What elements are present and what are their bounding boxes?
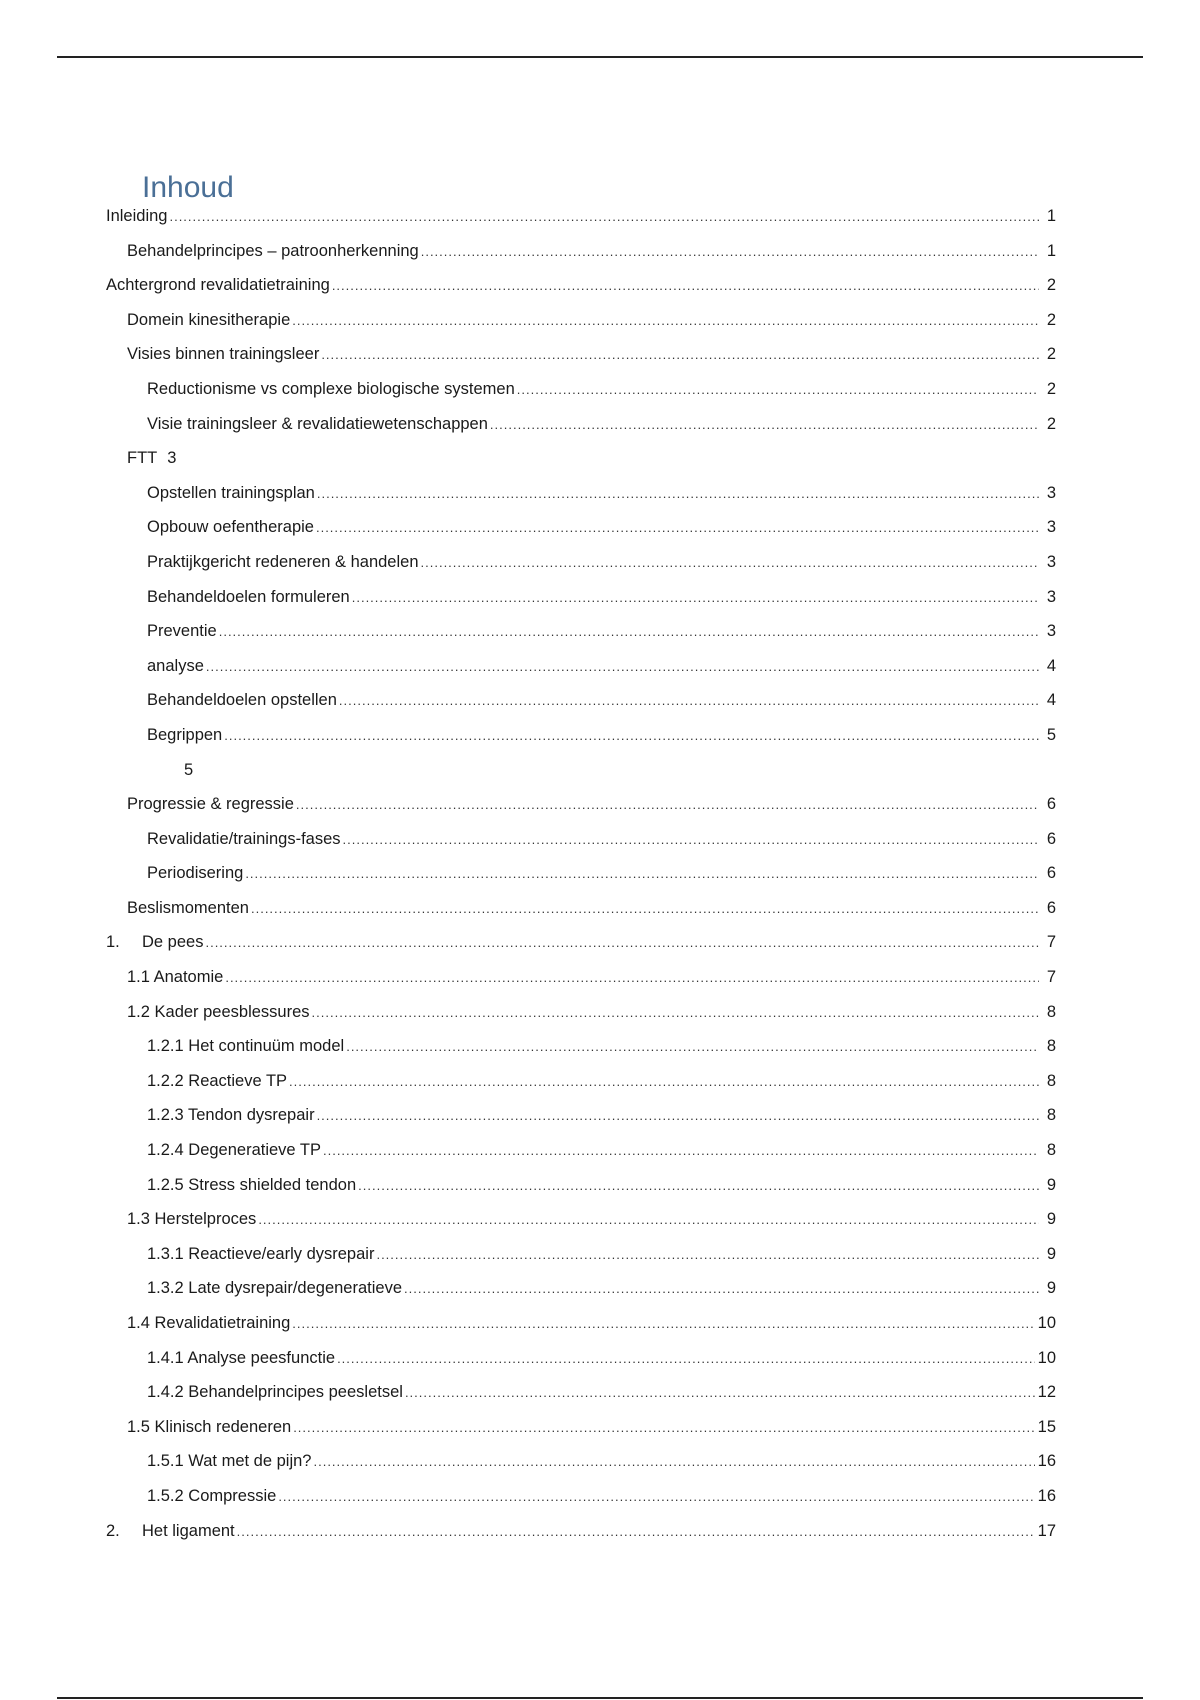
- toc-entry[interactable]: [106, 380, 1056, 415]
- toc-page-number: 4: [1046, 691, 1056, 710]
- toc-entry-title: Reductionisme vs complexe biologische systemen: [147, 379, 515, 398]
- toc-page-number: 3: [1046, 587, 1056, 606]
- toc-page-number: 5: [184, 760, 194, 779]
- dot-leader: [358, 1178, 1039, 1193]
- toc-entry[interactable]: [106, 1245, 1056, 1280]
- dot-leader: [404, 1281, 1039, 1296]
- dot-leader: [421, 244, 1039, 259]
- toc-entry-title: 1.5.1 Wat met de pijn?: [147, 1452, 312, 1471]
- toc-entry-title: 1.4.1 Analyse peesfunctie: [147, 1348, 336, 1367]
- toc-entry[interactable]: [106, 345, 1056, 380]
- toc-entry-title: 1.2.2 Reactieve TP: [147, 1071, 288, 1090]
- toc-entry-title: FTT: [127, 449, 158, 468]
- toc-page-number: 3: [1046, 518, 1056, 537]
- toc-entry[interactable]: [106, 484, 1056, 519]
- toc-chapter-number: 2.: [106, 1521, 120, 1540]
- dot-leader: [352, 590, 1039, 605]
- toc-entry[interactable]: [106, 1314, 1056, 1349]
- toc-entry[interactable]: [106, 968, 1056, 1003]
- toc-entry[interactable]: [106, 276, 1056, 311]
- toc-page-number: 15: [1037, 1417, 1056, 1436]
- toc-entry[interactable]: [106, 899, 1056, 934]
- toc-entry[interactable]: [106, 1003, 1056, 1038]
- dot-leader: [289, 1074, 1039, 1089]
- dot-leader: [169, 209, 1039, 224]
- toc-entry[interactable]: [106, 449, 1056, 484]
- dot-leader: [376, 1247, 1039, 1262]
- toc-entry-title: 1.5 Klinisch redeneren: [127, 1417, 292, 1436]
- toc-entry-title: 1.3.1 Reactieve/early dysrepair: [147, 1244, 375, 1263]
- dot-leader: [337, 1351, 1035, 1366]
- dot-leader: [343, 832, 1039, 847]
- dot-leader: [332, 278, 1039, 293]
- toc-entry-title: Beslismomenten: [127, 898, 249, 917]
- toc-entry[interactable]: [106, 1141, 1056, 1176]
- toc-entry[interactable]: [106, 1176, 1056, 1211]
- toc-entry[interactable]: [106, 311, 1056, 346]
- toc-page-number: 9: [1046, 1279, 1056, 1298]
- toc-entry-title: Periodisering: [147, 864, 244, 883]
- toc-page-number: 8: [1046, 1037, 1056, 1056]
- dot-leader: [206, 659, 1039, 674]
- toc-entry-title: Progressie & regressie: [127, 795, 294, 814]
- dot-leader: [517, 382, 1039, 397]
- dot-leader: [251, 901, 1039, 916]
- toc-page-number: 6: [1046, 898, 1056, 917]
- dot-leader: [278, 1489, 1034, 1504]
- toc-page-number: 3: [1046, 483, 1056, 502]
- toc-page-number: 6: [1046, 795, 1056, 814]
- toc-page-number: 9: [1046, 1175, 1056, 1194]
- dot-leader: [219, 624, 1039, 639]
- toc-entry[interactable]: [106, 1210, 1056, 1245]
- toc-entry[interactable]: [106, 1383, 1056, 1418]
- toc-page-number: 16: [1037, 1486, 1056, 1505]
- dot-leader: [293, 1420, 1034, 1435]
- toc-page-number: 10: [1037, 1314, 1056, 1332]
- dot-leader: [316, 520, 1039, 535]
- dot-leader: [296, 797, 1039, 812]
- toc-entry-title: Het ligament: [142, 1521, 235, 1540]
- dot-leader: [321, 347, 1039, 362]
- toc-entry-title: Inleiding: [106, 207, 168, 225]
- toc-entry[interactable]: [106, 1072, 1056, 1107]
- toc-entry[interactable]: [106, 1418, 1056, 1453]
- toc-entry[interactable]: [106, 207, 1056, 242]
- toc-page-number: 2: [1046, 276, 1056, 295]
- toc-entry-title: analyse: [147, 656, 204, 675]
- toc-page-number: 2: [1046, 379, 1056, 398]
- toc-page-number: 8: [1046, 1071, 1056, 1090]
- toc-entry[interactable]: [106, 830, 1056, 865]
- toc-entry-title: Begrippen: [147, 725, 223, 744]
- toc-entry[interactable]: [106, 1487, 1056, 1522]
- header-rule: [57, 56, 1143, 58]
- dot-leader: [317, 486, 1039, 501]
- toc-entry-title: Behandeldoelen formuleren: [147, 587, 350, 606]
- dot-leader: [421, 555, 1039, 570]
- toc-entry-title: 1.2 Kader peesblessures: [127, 1002, 310, 1021]
- toc-page-number: 16: [1037, 1452, 1056, 1471]
- toc-entry[interactable]: [106, 415, 1056, 450]
- toc-entry[interactable]: [106, 933, 1056, 968]
- dot-leader: [245, 866, 1039, 881]
- toc-entry-title: Praktijkgericht redeneren & handelen: [147, 552, 419, 571]
- toc-entry[interactable]: [106, 795, 1056, 830]
- toc-entry[interactable]: [106, 1522, 1056, 1557]
- toc-entry-title: 1.1 Anatomie: [127, 968, 224, 987]
- dot-leader: [346, 1039, 1039, 1054]
- toc-entry-title: 1.4.2 Behandelprincipes peesletsel: [147, 1383, 403, 1402]
- toc-orphan-page-number: [106, 761, 1056, 796]
- toc-entry[interactable]: [106, 588, 1056, 623]
- toc-page-number: 8: [1046, 1002, 1056, 1021]
- dot-leader: [237, 1524, 1035, 1539]
- toc-page-number: 6: [1046, 864, 1056, 883]
- toc-title: Inhoud: [142, 171, 234, 204]
- toc-page-number: 8: [1046, 1141, 1056, 1160]
- toc-entry[interactable]: [106, 726, 1056, 761]
- dot-leader: [313, 1454, 1034, 1469]
- toc-entry-title: 1.3.2 Late dysrepair/degeneratieve: [147, 1279, 403, 1298]
- toc-entry-title: Opbouw oefentherapie: [147, 518, 314, 537]
- toc-entry[interactable]: [106, 553, 1056, 588]
- dot-leader: [258, 1212, 1039, 1227]
- toc-entry-title: De pees: [142, 933, 204, 952]
- toc-page-number: 9: [1046, 1244, 1056, 1263]
- dot-leader: [323, 1143, 1039, 1158]
- toc-entry[interactable]: [106, 242, 1056, 277]
- toc-entry-title: Visies binnen trainingsleer: [127, 345, 320, 364]
- toc-entry-title: Opstellen trainingsplan: [147, 483, 315, 502]
- toc-entry-title: Behandeldoelen opstellen: [147, 691, 337, 710]
- toc-page-number: 7: [1046, 933, 1056, 952]
- toc-page-number: 3: [1046, 622, 1056, 641]
- toc-entry[interactable]: [106, 657, 1056, 692]
- toc-entry-title: 1.2.1 Het continuüm model: [147, 1037, 345, 1056]
- toc-entry-title: Achtergrond revalidatietraining: [106, 276, 330, 295]
- dot-leader: [292, 313, 1039, 328]
- dot-leader: [224, 728, 1039, 743]
- toc-entry-title: Behandelprincipes – patroonherkenning: [127, 241, 419, 260]
- dot-leader: [225, 970, 1039, 985]
- toc-page-number: 9: [1046, 1210, 1056, 1229]
- toc-entry[interactable]: [106, 518, 1056, 553]
- toc-page-number: 2: [1046, 345, 1056, 364]
- toc-page-number: 2: [1046, 310, 1056, 329]
- toc-entry-title: Domein kinesitherapie: [127, 310, 291, 329]
- toc-page-number: 17: [1037, 1521, 1056, 1540]
- toc-entry[interactable]: [106, 1106, 1056, 1141]
- toc-page-number: 7: [1046, 968, 1056, 987]
- toc-entry-title: Revalidatie/trainings-fases: [147, 829, 341, 848]
- toc-entry-title: 1.5.2 Compressie: [147, 1486, 277, 1505]
- toc-page-number: 3: [1046, 552, 1056, 571]
- toc-page-number: 1: [1046, 241, 1056, 260]
- toc-entry-title: 1.3 Herstelproces: [127, 1210, 257, 1229]
- dot-leader: [317, 1108, 1039, 1123]
- toc-page-number: 2: [1046, 414, 1056, 433]
- toc-page-number: 12: [1037, 1383, 1056, 1402]
- toc-entry[interactable]: [106, 1037, 1056, 1072]
- table-of-contents: [106, 207, 1056, 1556]
- dot-leader: [205, 935, 1039, 950]
- toc-entry-title: 1.2.5 Stress shielded tendon: [147, 1175, 357, 1194]
- dot-leader: [312, 1005, 1039, 1020]
- dot-leader: [405, 1385, 1035, 1400]
- toc-page-number: 10: [1037, 1348, 1056, 1367]
- toc-page-number: 5: [1046, 725, 1056, 744]
- toc-chapter-number: 1.: [106, 933, 120, 952]
- toc-page-number: 8: [1046, 1106, 1056, 1125]
- footer-rule: [57, 1697, 1143, 1699]
- toc-page-number: 1: [1046, 207, 1056, 225]
- toc-entry[interactable]: [106, 622, 1056, 657]
- toc-page-number: 3: [167, 449, 177, 468]
- dot-leader: [339, 693, 1039, 708]
- toc-page-number: 6: [1046, 829, 1056, 848]
- dot-leader: [292, 1316, 1034, 1331]
- toc-entry-title: 1.4 Revalidatietraining: [127, 1314, 291, 1332]
- toc-entry-title: Preventie: [147, 622, 217, 641]
- toc-entry[interactable]: [106, 1452, 1056, 1487]
- toc-entry[interactable]: [106, 864, 1056, 899]
- toc-page-number: 4: [1046, 656, 1056, 675]
- toc-entry-title: Visie trainingsleer & revalidatiewetenschappen: [147, 414, 488, 433]
- toc-entry[interactable]: [106, 1279, 1056, 1314]
- dot-leader: [490, 417, 1039, 432]
- toc-entry-title: 1.2.3 Tendon dysrepair: [147, 1106, 315, 1125]
- toc-entry[interactable]: [106, 691, 1056, 726]
- toc-entry-title: 1.2.4 Degeneratieve TP: [147, 1141, 321, 1160]
- toc-entry[interactable]: [106, 1349, 1056, 1384]
